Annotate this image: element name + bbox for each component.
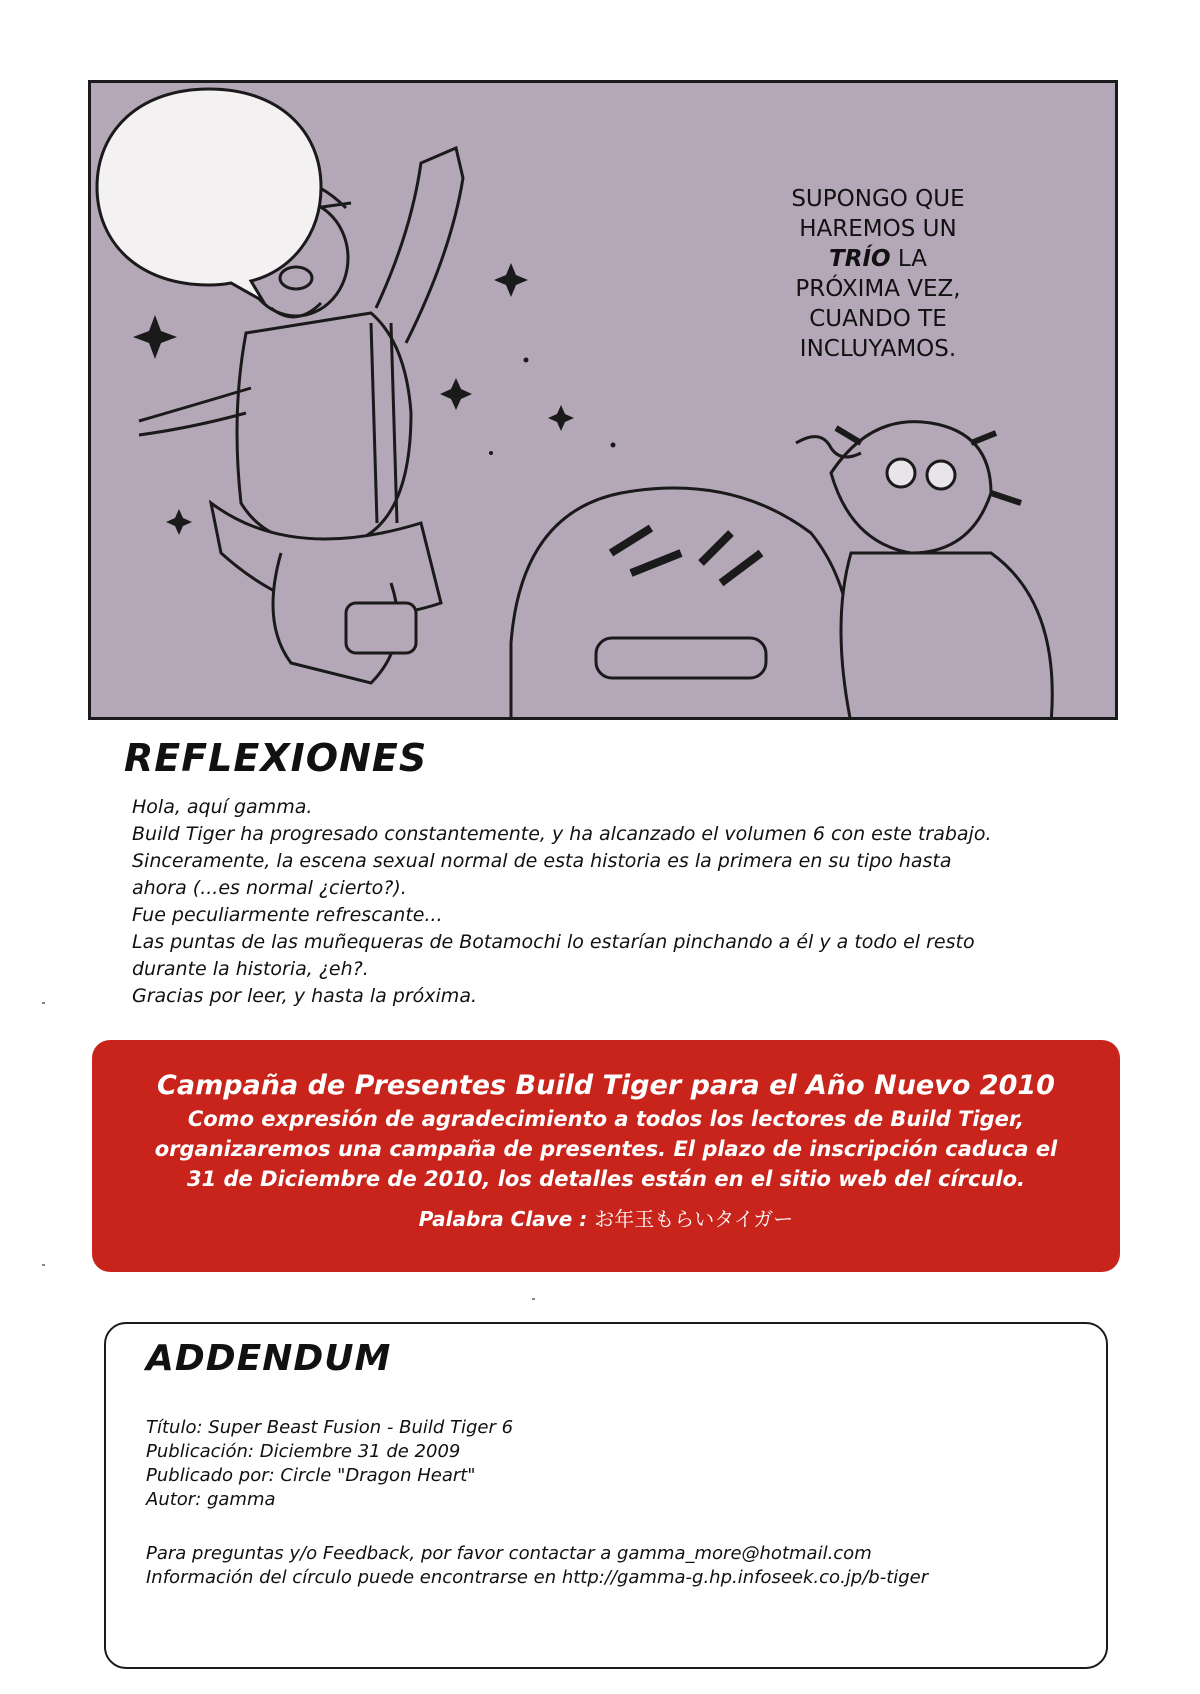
addendum-heading: ADDENDUM [146,1338,392,1379]
reflexiones-line: Las puntas de las muñequeras de Botamochi lo estarían pinchando a él y a todo el resto [132,931,975,953]
campaign-box [92,1040,1120,1272]
scan-dot [532,1298,535,1300]
reflexiones-heading: REFLEXIONES [124,736,428,780]
scan-dot [42,1264,45,1266]
addendum-contact-website: Información del círculo puede encontrarse en http://gamma-g.hp.infoseek.co.jp/b-tiger [146,1567,929,1588]
reflexiones-line: Gracias por leer, y hasta la próxima. [132,985,477,1007]
addendum-contact [146,1542,928,1590]
addendum-detail-author: Autor: gamma [146,1489,276,1510]
campaign-line: organizaremos una campaña de presentes. El plazo de inscripción caduca el [154,1137,1058,1161]
speech-bubble-text-end: LA PRÓXIMA VEZ, CUANDO TE INCLUYAMOS. [795,246,961,362]
reflexiones-line: Hola, aquí gamma. [132,796,313,818]
addendum-detail-title: Título: Super Beast Fusion - Build Tiger 6 [146,1417,514,1438]
campaign-keyword: お年玉もらいタイガー [594,1207,794,1231]
reflexiones-line: Fue peculiarmente refrescante... [132,904,443,926]
addendum-detail-date: Publicación: Diciembre 31 de 2009 [146,1441,461,1462]
scan-dot [42,1002,45,1004]
speech-bubble-text-start: SUPONGO QUE HAREMOS UN [791,186,965,242]
reflexiones-body [132,794,1162,1010]
speech-bubble-text [780,184,976,364]
campaign-keyword-label: Palabra Clave : [418,1207,588,1231]
tiger-lying-character [511,488,851,717]
addendum-contact-email: Para preguntas y/o Feedback, por favor contactar a gamma_more@hotmail.com [146,1543,872,1564]
speech-bubble-emphasis: TRÍO [829,246,891,272]
reflexiones-line: durante la historia, ¿eh?. [132,958,369,980]
campaign-line: Como expresión de agradecimiento a todos los lectores de Build Tiger, [187,1107,1025,1131]
campaign-title: Campaña de Presentes Build Tiger para el Año Nuevo 2010 [157,1070,1055,1101]
addendum-details [146,1416,513,1512]
campaign-keyword-row [92,1204,1120,1234]
reflexiones-line: Sinceramente, la escena sexual normal de esta historia es la primera en su tipo hasta [132,850,952,872]
reflexiones-line: ahora (...es normal ¿cierto?). [132,877,407,899]
comic-panel [88,80,1118,720]
reflexiones-line: Build Tiger ha progresado constantemente, y ha alcanzado el volumen 6 con este trabajo. [132,823,992,845]
speech-bubble [91,83,327,305]
addendum-detail-publisher: Publicado por: Circle "Dragon Heart" [146,1465,476,1486]
campaign-line: 31 de Diciembre de 2010, los detalles están en el sitio web del círculo. [186,1167,1026,1191]
